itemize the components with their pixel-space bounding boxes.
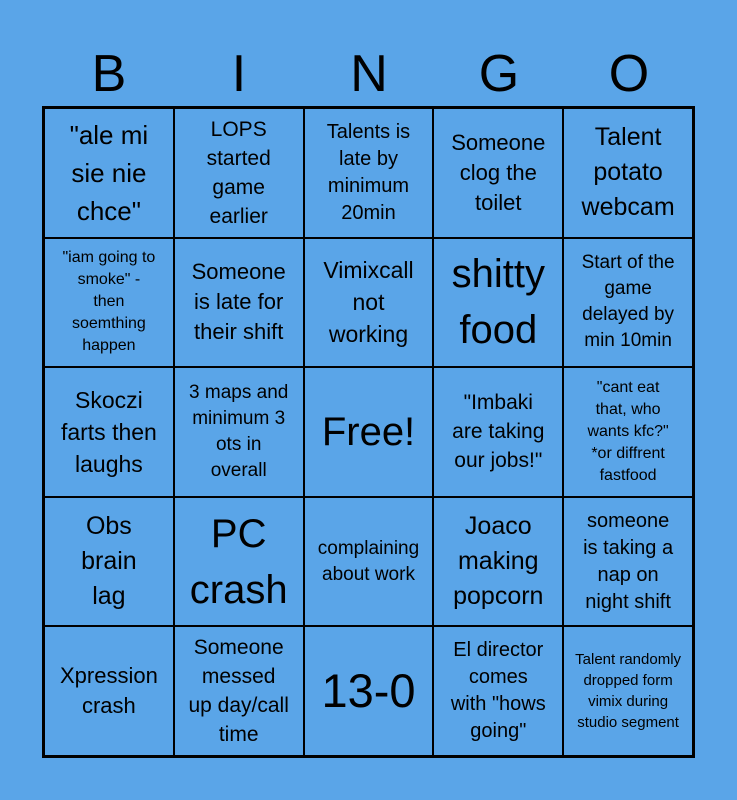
cell-text: someone is taking a nap on night shift xyxy=(583,509,674,613)
cell-text: Joaco making popcorn xyxy=(453,512,544,611)
bingo-header xyxy=(44,44,694,104)
bingo-cell[interactable] xyxy=(433,497,563,627)
bingo-cell[interactable] xyxy=(563,626,693,756)
header-letter-n: N xyxy=(350,45,388,103)
cell-text: Skoczi farts then laughs xyxy=(60,386,157,477)
bingo-cell[interactable] xyxy=(304,626,434,756)
cell-text: complaining about work xyxy=(317,537,420,585)
free-space[interactable] xyxy=(304,367,434,497)
bingo-cell[interactable] xyxy=(174,626,304,756)
cell-text: shitty food xyxy=(451,252,545,353)
cell-text: Vimixcall not working xyxy=(323,257,414,348)
bingo-cell[interactable] xyxy=(563,367,693,497)
bingo-cell[interactable] xyxy=(44,367,174,497)
bingo-cell[interactable] xyxy=(174,367,304,497)
bingo-cell[interactable] xyxy=(563,238,693,368)
cell-text: Someone is late for their shift xyxy=(191,259,286,345)
bingo-cell[interactable] xyxy=(174,238,304,368)
bingo-cell[interactable] xyxy=(563,497,693,627)
cell-text: "Imbaki are taking our jobs!" xyxy=(452,391,545,473)
bingo-cell[interactable] xyxy=(174,497,304,627)
cell-text: 13-0 xyxy=(321,664,416,718)
cell-text: Obs brain lag xyxy=(81,512,137,611)
cell-text: Someone clog the toilet xyxy=(451,129,546,215)
cell-text: Talent potato webcam xyxy=(581,123,675,222)
header-letter-g: G xyxy=(478,45,520,103)
bingo-cell[interactable] xyxy=(433,626,563,756)
cell-text: El director comes with "hows going" xyxy=(450,639,546,743)
header-letter-b: B xyxy=(91,45,127,103)
bingo-cell[interactable] xyxy=(304,108,434,238)
header-letter-o: O xyxy=(608,45,650,103)
bingo-cell[interactable] xyxy=(44,626,174,756)
cell-text: Start of the game delayed by min 10min xyxy=(581,252,675,352)
bingo-cell[interactable] xyxy=(563,108,693,238)
cell-text: Talents is late by minimum 20min xyxy=(326,120,411,224)
cell-text: Free! xyxy=(321,409,416,454)
cell-text: LOPS started game earlier xyxy=(206,117,271,228)
cell-text: "iam going to smoke" - then soemthing happen xyxy=(62,249,156,355)
bingo-cell[interactable] xyxy=(433,238,563,368)
bingo-cell[interactable] xyxy=(304,238,434,368)
bingo-cell[interactable] xyxy=(304,497,434,627)
bingo-cell[interactable] xyxy=(433,367,563,497)
bingo-cell[interactable] xyxy=(44,497,174,627)
cell-text: "ale mi sie nie chce" xyxy=(69,119,149,226)
cell-text: Xpression crash xyxy=(59,663,158,719)
bingo-cell[interactable] xyxy=(44,238,174,368)
cell-text: 3 maps and minimum 3 ots in overall xyxy=(189,381,289,481)
header-letter-i: I xyxy=(231,45,247,103)
cell-text: Talent randomly dropped form vimix during studio segment xyxy=(575,651,682,732)
cell-text: PC crash xyxy=(189,511,288,612)
bingo-cell[interactable] xyxy=(433,108,563,238)
bingo-cell[interactable] xyxy=(174,108,304,238)
bingo-board xyxy=(42,106,695,758)
cell-text: Someone messed up day/call time xyxy=(188,636,289,747)
cell-text: "cant eat that, who wants kfc?" *or diffrent fastfood xyxy=(587,378,669,484)
bingo-cell[interactable] xyxy=(44,108,174,238)
